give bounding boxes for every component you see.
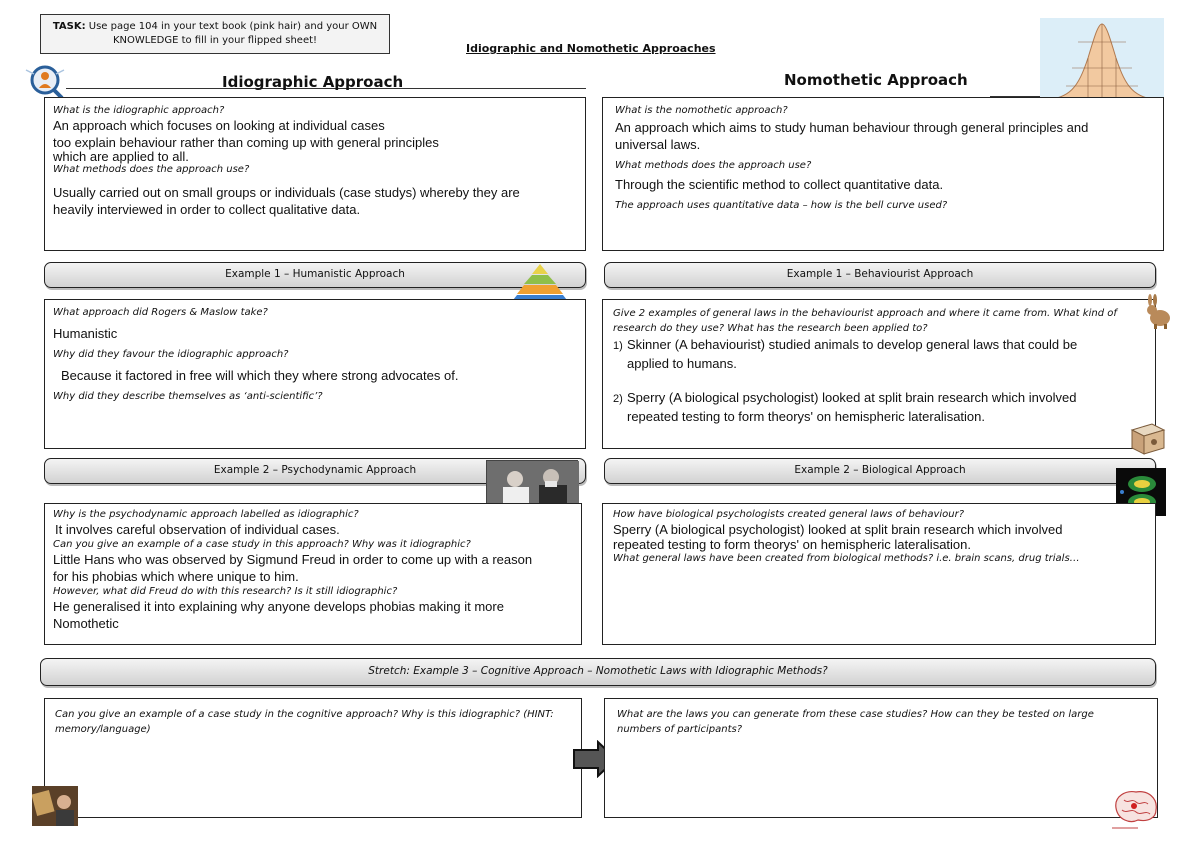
biological-q2: What general laws have been created from biological methods? i.e. brain scans, drug trials…: [613, 553, 1080, 564]
idiographic-q2: What methods does the approach use?: [53, 164, 250, 175]
nomothetic-a2: Through the scientific method to collect quantitative data.: [615, 177, 944, 192]
idiographic-a2-line1: Usually carried out on small groups or individuals (case studys) whereby they are: [53, 185, 520, 200]
biological-box: [602, 503, 1156, 645]
idiographic-q1: What is the idiographic approach?: [53, 105, 225, 116]
magnifier-person-icon: [22, 60, 68, 102]
humanistic-a1: Humanistic: [53, 326, 118, 341]
behaviourist-item1-num: 1): [613, 340, 623, 352]
behaviourist-item2-num: 2): [613, 393, 623, 405]
psychodynamic-a3-line1: He generalised it into explaining why anyone develops phobias making it more: [53, 599, 504, 614]
psychodynamic-q2: Can you give an example of a case study in this approach? Why was it idiographic?: [53, 539, 471, 550]
behaviourist-item1-text1: Skinner (A behaviourist) studied animals to develop general laws that could be: [627, 337, 1078, 352]
idiographic-heading: Idiographic Approach: [222, 73, 404, 91]
nomothetic-definition-box: [602, 97, 1164, 251]
humanistic-q3: Why did they describe themselves as ‘anti-scientific’?: [53, 391, 323, 402]
behaviourist-banner: Example 1 – Behaviourist Approach: [604, 262, 1156, 288]
idiographic-a1-line1: An approach which focuses on looking at individual cases: [53, 118, 385, 133]
psychodynamic-q1: Why is the psychodynamic approach labelled as idiographic?: [53, 509, 359, 520]
psychodynamic-a1: It involves careful observation of individual cases.: [55, 522, 340, 537]
nomothetic-a1-line1: An approach which aims to study human behaviour through general principles and: [615, 120, 1089, 135]
behaviourist-q1-line2: research do they use? What has the research been applied to?: [613, 323, 928, 334]
behaviourist-box: [602, 299, 1156, 449]
nomothetic-a1-line2: universal laws.: [615, 137, 701, 152]
task-label: TASK:: [52, 21, 86, 32]
stretch-left-box: [44, 698, 582, 818]
brain-drawing-icon: [1108, 786, 1162, 830]
humanistic-a2: Because it factored in free will which they where strong advocates of.: [61, 368, 459, 383]
stretch-left-q-line1: Can you give an example of a case study in the cognitive approach? Why is this idiographic? (HINT:: [55, 709, 554, 720]
stretch-banner: Stretch: Example 3 – Cognitive Approach – Nomothetic Laws with Idiographic Methods?: [40, 658, 1156, 686]
page-title: Idiographic and Nomothetic Approaches: [466, 42, 716, 55]
humanistic-box: [44, 299, 586, 449]
task-text-1: Use page 104 in your text book (pink hair) and your OWN: [85, 21, 378, 32]
idiographic-a1-line3: which are applied to all.: [53, 149, 189, 164]
psychodynamic-a2-line1: Little Hans who was observed by Sigmund Freud in order to come up with a reason: [53, 552, 533, 567]
freud-photo: [486, 460, 578, 506]
biological-a1-line1: Sperry (A biological psychologist) looked at split brain research which involved: [613, 522, 1063, 537]
biological-banner: Example 2 – Biological Approach: [604, 458, 1156, 484]
nomothetic-q2: What methods does the approach use?: [615, 160, 812, 171]
cognitive-person-photo: [32, 786, 78, 826]
behaviourist-item2-line1: [613, 389, 1145, 408]
nomothetic-heading: Nomothetic Approach: [784, 71, 968, 89]
psychodynamic-banner: Example 2 – Psychodynamic Approach: [44, 458, 586, 484]
psychodynamic-a3-line2: Nomothetic: [53, 616, 119, 631]
humanistic-banner: Example 1 – Humanistic Approach: [44, 262, 586, 288]
behaviourist-item2-line2: repeated testing to form theorys' on hemispheric lateralisation.: [627, 409, 986, 424]
stretch-right-q-line1: What are the laws you can generate from these case studies? How can they be tested on large: [617, 709, 1094, 720]
psychodynamic-box: [44, 503, 582, 645]
skinner-box-icon: [1128, 420, 1168, 456]
humanistic-q1: What approach did Rogers & Maslow take?: [53, 307, 268, 318]
psychodynamic-a2-line2: for his phobias which where unique to him.: [53, 569, 299, 584]
biological-q1: How have biological psychologists created general laws of behaviour?: [613, 509, 965, 520]
biological-a1-line2: repeated testing to form theorys' on hemispheric lateralisation.: [613, 537, 972, 552]
bell-curve-image: [1040, 18, 1164, 106]
nomothetic-q3: The approach uses quantitative data – how is the bell curve used?: [615, 200, 948, 211]
stretch-right-q-line2: numbers of participants?: [617, 724, 743, 735]
behaviourist-item1-line1: [613, 336, 1145, 355]
psychodynamic-q3: However, what did Freud do with this research? Is it still idiographic?: [53, 586, 398, 597]
humanistic-q2: Why did they favour the idiographic approach?: [53, 349, 289, 360]
task-box: [40, 14, 390, 54]
stretch-right-box: [604, 698, 1158, 818]
idiographic-a1-line2: too explain behaviour rather than coming up with general principles: [53, 135, 439, 150]
idiographic-a2-line2: heavily interviewed in order to collect qualitative data.: [53, 202, 361, 217]
stretch-left-q-line2: memory/language): [55, 724, 151, 735]
behaviourist-item2-text1: Sperry (A biological psychologist) looked at split brain research which involved: [627, 390, 1077, 405]
behaviourist-q1-line1: Give 2 examples of general laws in the behaviourist approach and where it came from. What kind of: [613, 308, 1117, 319]
nomothetic-q1: What is the nomothetic approach?: [615, 105, 788, 116]
behaviourist-item1-line2: applied to humans.: [627, 356, 737, 371]
idiographic-definition-box: [44, 97, 586, 251]
rabbit-icon: [1142, 294, 1176, 330]
task-text-2: KNOWLEDGE to fill in your flipped sheet!: [112, 35, 318, 46]
